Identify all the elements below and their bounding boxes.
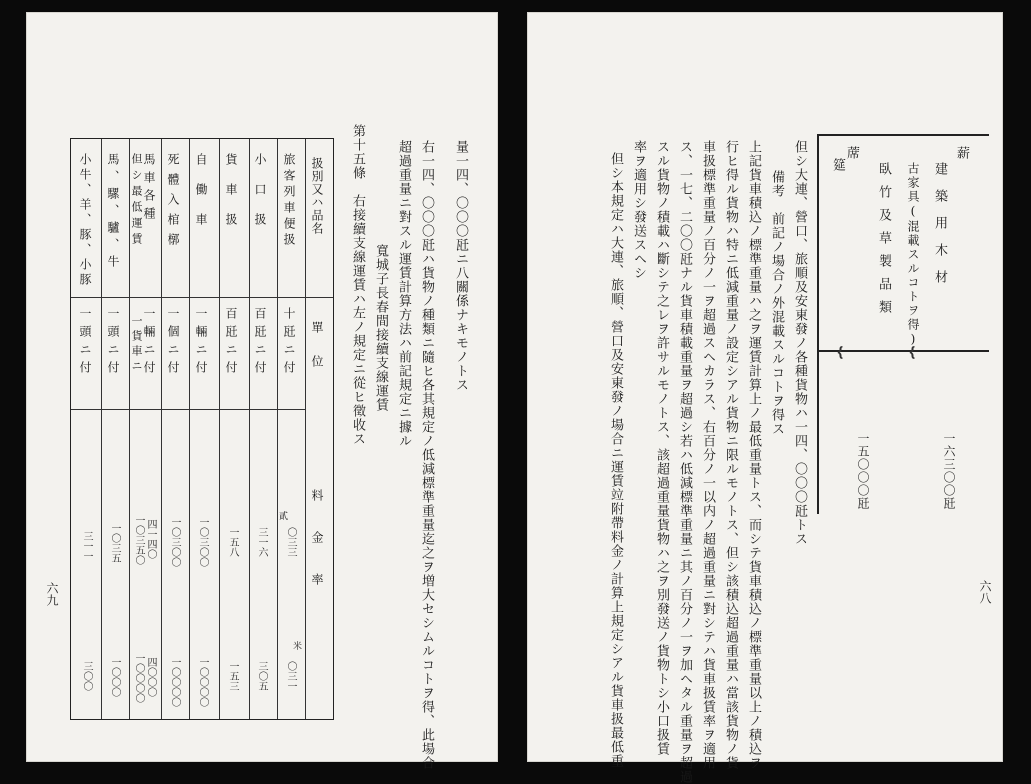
text-column-3: 超過重量ニ對スル運賃計算方法ハ前記規定ニ據ル <box>396 140 411 448</box>
row-rate-a2: 一〇三五〇 <box>133 515 144 565</box>
row-name: 小口扱 <box>253 153 267 243</box>
box-item-5: 蓆 <box>844 146 859 160</box>
row-rate-b2: 一〇〇〇〇 <box>133 653 144 703</box>
header-mark-2: 米 <box>293 642 303 652</box>
row-name: 死體入棺槨 <box>166 153 180 253</box>
text-column-7: スル貨物ノ積載ハ斷シテ之レヲ許サルモノトス、該超過重量貨物ハ之ヲ別發送ノ貨物トシ小口扱賃 <box>654 140 669 756</box>
page-number: 六八 <box>978 580 992 604</box>
remarks: 備考 前記ノ場合ノ外混載スルコトヲ得ス <box>769 170 784 436</box>
row-unit: 十瓩ニ付 <box>282 307 296 379</box>
right-page: 薪 建築用木材 古家具(混載スルコトヲ得) 臥竹及草製品類 蓆 筵 ⏟ ⏟ 一六三〇〇瓩 一五〇〇〇瓩 但シ大連、營口、旅順及安東發ノ各種貨物ハ一四、〇〇〇瓩トス 備考 前記ノ場合ノ外混載スルコトヲ得ス 上記貨車積込ノ標準重量ハ之ヲ運賃計算上ノ最低重量トス、而シテ貨車積込ノ標準重量以上ノ積込ヲ 行ヒ得ル貨物ハ特ニ低減重量ノ設定シアル貨物ニ限ルモノトス、但シ該積込超過重量ハ當該貨物ノ貨 車扱標準重量ノ百分ノ一ヲ超過スヘカラス、右百分ノ一以内ノ超過重量ニ對シテハ貨車扱賃率ヲ適用 ス、一七、二〇〇瓩ナル貨車積載重量ヲ超過シ若ハ低減標準重量ニ其ノ百分ノ一ヲ加ヘタル重量ヲ超過 スル貨物ノ積載ハ斷シテ之レヲ許サルモノトス、該超過重量貨物ハ之ヲ別發送ノ貨物トシ小口扱賃 率ヲ適用シ發送スヘシ 但シ本規定ハ大連、旅順、營口及安東發ノ場合ニ運賃竝附帶料金ノ計算上規定シアル貨車扱最低重 六八 <box>527 12 1003 762</box>
row-rate-b: 一五三 <box>227 661 238 691</box>
row-rate-b: 一〇〇〇〇 <box>197 657 208 707</box>
header-category: 扱別又ハ品名 <box>310 157 324 235</box>
text-column-3: 上記貨車積込ノ標準重量ハ之ヲ運賃計算上ノ最低重量トス、而シテ貨車積込ノ標準重量以上ノ積込ヲ <box>746 140 761 770</box>
row-name: 貨車扱 <box>224 153 238 243</box>
row-rate-b: 一〇〇〇 <box>109 657 120 697</box>
row-rate-a: 一五八 <box>227 527 238 557</box>
box-value-2: 一五〇〇〇瓩 <box>856 432 870 510</box>
left-page <box>26 12 498 770</box>
text-column-1: 但シ大連、營口、旅順及安東發ノ各種貨物ハ一四、〇〇〇瓩トス <box>792 140 807 546</box>
section-title: 寬城子長春間接續支線運賃 <box>373 244 388 412</box>
box-item-4: 臥竹及草製品類 <box>876 162 891 323</box>
text-column-5: 車扱標準重量ノ百分ノ一ヲ超過スヘカラス、右百分ノ一以内ノ超過重量ニ對シテハ貨車扱賃率ヲ適用 <box>700 140 715 770</box>
row-rate-a: 三一一 <box>81 531 92 561</box>
text-column-8: 率ヲ適用シ發送スヘシ <box>631 140 646 280</box>
row-name: 自働車 <box>194 153 208 243</box>
row-rate-b: 三〇〇 <box>81 661 92 691</box>
rate-table <box>70 138 334 720</box>
article-15: 第十五條 右接續支線運賃ハ左ノ規定ニ從ヒ徵收ス <box>350 124 365 446</box>
page-number: 六九 <box>45 582 59 606</box>
text-column-1: 量一四、〇〇〇瓩ニ八關係ナキモノトス <box>453 140 468 392</box>
row-rate-b: 一〇〇〇〇 <box>169 657 180 707</box>
row-rate-b: 〇三一 <box>285 661 296 691</box>
row-rate-a: 一〇三〇〇 <box>169 517 180 567</box>
row-unit: 一個ニ付 <box>166 307 180 379</box>
text-column-9: 但シ本規定ハ大連、旅順、營口及安東發ノ場合ニ運賃竝附帶料金ノ計算上規定シアル貨車扱最低重 <box>608 152 623 768</box>
box-value-1: 一六三〇〇瓩 <box>942 432 956 510</box>
row-name: 馬車各種 <box>142 153 156 225</box>
row-unit: 一輛ニ付 <box>142 307 156 379</box>
row-unit: 百瓩ニ付 <box>253 307 267 379</box>
row-unit: 一頭ニ付 <box>106 307 120 379</box>
header-mark-1: 貳 <box>279 512 289 522</box>
row-name: 馬、騾、驢、牛 <box>106 153 120 272</box>
box-item-2: 建築用木材 <box>932 162 947 297</box>
row-unit: 百瓩ニ付 <box>224 307 238 379</box>
row-unit: 一輛ニ付 <box>194 307 208 379</box>
header-rate: 料金率 <box>310 489 324 615</box>
text-column-2: 右一四、〇〇〇瓩ハ貨物ノ種類ニ隨ヒ各其規定ノ低減標準重量迄之ヲ増大セシムルコトヲ得、此場合 <box>419 140 434 770</box>
row-rate-a: 一〇三五 <box>109 523 120 563</box>
row-rate-b: 三〇五 <box>256 661 267 691</box>
row-rate-a: 四一四〇 <box>145 519 156 559</box>
row-rate-a: 〇三三 <box>285 527 296 557</box>
header-unit: 單位 <box>310 321 324 389</box>
row-unit: 一頭ニ付 <box>78 307 92 379</box>
text-column-6: ス、一七、二〇〇瓩ナル貨車積載重量ヲ超過シ若ハ低減標準重量ニ其ノ百分ノ一ヲ加ヘタル重量ヲ超過 <box>677 140 692 784</box>
row-name-note: 但シ最低運賃 <box>130 153 143 249</box>
row-rate-a: 一〇三〇〇 <box>197 517 208 567</box>
row-name: 旅客列車便扱 <box>282 153 296 249</box>
row-unit-note: 一貨車ニ <box>130 315 143 375</box>
box-item-3: 古家具(混載スルコトヲ得) <box>906 162 920 348</box>
box-item-1: 薪 <box>954 146 969 160</box>
text-column-4: 行ヒ得ル貨物ハ特ニ低減重量ノ設定シアル貨物ニ限ルモノトス、但シ該積込超過重量ハ當該貨物ノ貨 <box>723 140 738 770</box>
row-rate-b: 四〇〇〇 <box>145 657 156 697</box>
box-item-6: 筵 <box>830 158 845 172</box>
row-name: 小牛、羊、豚、小豚 <box>78 153 92 288</box>
row-rate-a: 三一六 <box>256 527 267 557</box>
